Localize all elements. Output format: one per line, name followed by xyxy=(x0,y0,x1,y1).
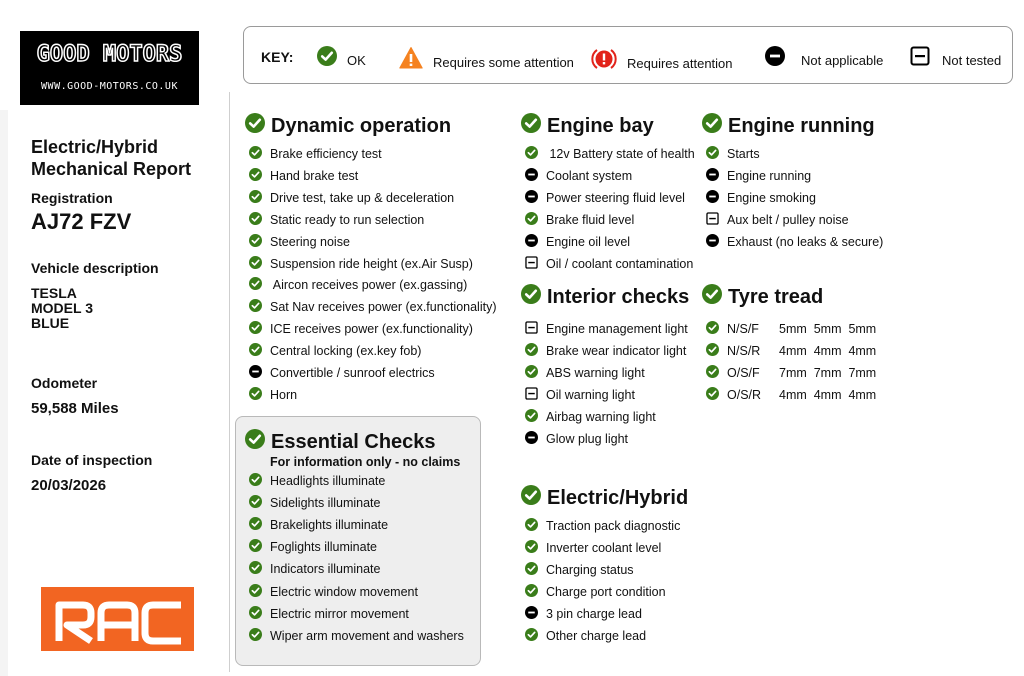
check-icon xyxy=(525,628,538,644)
rac-logo xyxy=(41,587,194,651)
vehicle-description-label: Vehicle description xyxy=(31,260,159,276)
key-label: Not tested xyxy=(942,53,1002,68)
check-item xyxy=(525,190,685,206)
check-item-label: Airbag warning light xyxy=(546,410,656,424)
section-title-text: Engine running xyxy=(728,114,875,137)
key-label: OK xyxy=(347,53,366,68)
check-item xyxy=(706,168,811,184)
check-item-label: Wiper arm movement and washers xyxy=(270,629,464,643)
section-title-text: Dynamic operation xyxy=(271,114,452,137)
check-item xyxy=(525,387,635,403)
check-icon xyxy=(249,584,262,600)
check-item-label: Hand brake test xyxy=(270,169,359,183)
check-item xyxy=(249,256,473,272)
check-item-label: Charging status xyxy=(546,563,634,577)
section-title-text: Electric/Hybrid xyxy=(547,486,689,509)
check-icon xyxy=(249,168,262,184)
check-icon xyxy=(706,146,719,162)
check-item-label: Charge port condition xyxy=(546,585,666,599)
section-title-dynamic xyxy=(245,113,451,139)
check-item xyxy=(706,234,883,250)
check-item xyxy=(249,146,382,162)
check-item xyxy=(249,473,385,489)
essential-checks-note: For information only - no claims xyxy=(270,455,461,469)
logo-title: GOOD MOTORS xyxy=(36,42,183,67)
check-item xyxy=(249,321,473,337)
check-item-label: ABS warning light xyxy=(546,366,645,380)
check-item xyxy=(525,343,686,359)
check-item xyxy=(525,518,680,534)
check-icon xyxy=(249,561,262,577)
check-item xyxy=(525,409,656,425)
tyre-tread-depth: 4mm 4mm 4mm xyxy=(779,344,877,358)
check-item xyxy=(249,212,424,228)
inspection-date-value: 20/03/2026 xyxy=(31,477,107,494)
check-item xyxy=(525,212,634,228)
check-icon xyxy=(249,321,262,337)
key-item-warning xyxy=(399,46,574,73)
check-item-label: Engine running xyxy=(727,169,812,183)
tyre-position: O/S/F xyxy=(727,366,760,380)
check-icon xyxy=(706,343,719,359)
minus-circle-icon xyxy=(525,190,538,206)
check-icon xyxy=(702,284,722,310)
check-icon xyxy=(317,46,337,69)
check-item-label: Glow plug light xyxy=(546,432,628,446)
alert-circle-icon xyxy=(591,46,617,75)
page-edge xyxy=(0,110,8,676)
check-item-label: ICE receives power (ex.functionality) xyxy=(270,322,473,336)
check-item xyxy=(525,540,661,556)
check-icon xyxy=(525,562,538,578)
check-item xyxy=(525,256,693,272)
check-item-label: Central locking (ex.key fob) xyxy=(270,344,422,358)
check-item-label: Power steering fluid level xyxy=(546,191,685,205)
check-icon xyxy=(249,606,262,622)
check-item-label: Suspension ride height (ex.Air Susp) xyxy=(270,257,473,271)
check-item-label: Brake wear indicator light xyxy=(546,344,687,358)
check-icon xyxy=(706,321,719,337)
sidebar-divider xyxy=(229,92,230,672)
check-icon xyxy=(245,429,265,455)
report-title: Electric/Hybrid Mechanical Report xyxy=(31,137,192,179)
minus-circle-icon xyxy=(706,190,719,206)
check-item-label: 3 pin charge lead xyxy=(546,607,642,621)
check-icon xyxy=(521,113,541,139)
check-item xyxy=(249,584,418,600)
check-icon xyxy=(525,146,538,162)
tyre-position: N/S/F xyxy=(727,322,759,336)
check-item-label: Convertible / sunroof electrics xyxy=(270,366,435,380)
section-title-engine-running xyxy=(702,113,875,139)
check-item-label: Engine oil level xyxy=(546,235,631,249)
registration-label: Registration xyxy=(31,190,113,206)
key-label: Requires attention xyxy=(627,56,733,71)
check-icon xyxy=(249,277,262,293)
check-item-label: Foglights illuminate xyxy=(270,540,377,554)
check-item xyxy=(249,495,380,511)
key-label: Requires some attention xyxy=(433,55,574,70)
check-item xyxy=(249,517,388,533)
check-item-label: Electric window movement xyxy=(270,585,418,599)
check-item-label: Indicators illuminate xyxy=(270,562,381,576)
key-item-ok xyxy=(317,46,366,69)
check-item-label: Oil warning light xyxy=(546,388,635,402)
check-item xyxy=(249,234,350,250)
check-item-label: Starts xyxy=(727,147,760,161)
tyre-position: O/S/R xyxy=(727,388,762,402)
check-item xyxy=(525,431,628,447)
check-item-label: Sidelights illuminate xyxy=(270,496,381,510)
minus-circle-icon xyxy=(706,168,719,184)
check-icon xyxy=(525,365,538,381)
check-item-label: Brake efficiency test xyxy=(270,147,382,161)
check-icon xyxy=(702,113,722,139)
vehicle-make: TESLA xyxy=(31,285,77,301)
good-motors-logo xyxy=(20,31,199,105)
section-title-text: Interior checks xyxy=(547,285,690,308)
check-item xyxy=(525,146,695,162)
check-item-label: Oil / coolant contamination xyxy=(546,257,694,271)
check-icon xyxy=(521,485,541,511)
check-item xyxy=(525,365,645,381)
key-item-not-tested xyxy=(910,46,1001,69)
check-icon xyxy=(249,146,262,162)
logo-url: WWW.GOOD-MOTORS.CO.UK xyxy=(41,81,178,92)
check-icon xyxy=(249,256,262,272)
minus-circle-icon xyxy=(525,431,538,447)
check-item xyxy=(706,146,760,162)
check-item xyxy=(249,168,358,184)
section-title-text: Engine bay xyxy=(547,114,654,137)
check-item xyxy=(706,190,816,206)
tyre-tread-depth: 5mm 5mm 5mm xyxy=(779,322,877,336)
tyre-position: N/S/R xyxy=(727,344,761,358)
check-item xyxy=(525,168,632,184)
check-item xyxy=(525,321,688,337)
check-item-label: Exhaust (no leaks & secure) xyxy=(727,235,884,249)
key-label: Not applicable xyxy=(801,53,884,68)
check-item xyxy=(249,606,409,622)
check-icon xyxy=(525,518,538,534)
check-item xyxy=(706,321,876,337)
check-item-label: Drive test, take up & deceleration xyxy=(270,191,455,205)
check-icon xyxy=(525,409,538,425)
check-item-label: Coolant system xyxy=(546,169,633,183)
section-title-text: Tyre tread xyxy=(728,285,824,308)
check-item-label: 12v Battery state of health xyxy=(546,147,695,161)
check-item xyxy=(706,212,849,228)
check-item-label: Steering noise xyxy=(270,235,350,249)
minus-circle-icon xyxy=(249,365,262,381)
check-item xyxy=(706,387,876,403)
minus-circle-icon xyxy=(525,168,538,184)
minus-circle-icon xyxy=(706,234,719,250)
odometer-value: 59,588 Miles xyxy=(31,400,119,417)
check-item xyxy=(525,562,634,578)
key-item-attention xyxy=(591,46,733,75)
check-item xyxy=(249,277,467,293)
minus-box-icon xyxy=(910,46,930,69)
check-item xyxy=(249,539,377,555)
check-icon xyxy=(706,365,719,381)
check-icon xyxy=(249,299,262,315)
check-item-label: Aux belt / pulley noise xyxy=(727,213,849,227)
section-title-essential xyxy=(245,429,436,455)
check-item xyxy=(525,628,646,644)
check-item-label: Traction pack diagnostic xyxy=(546,519,681,533)
check-item-label: Electric mirror movement xyxy=(270,607,409,621)
check-item xyxy=(706,343,876,359)
check-item xyxy=(525,584,666,600)
minus-circle-icon xyxy=(525,234,538,250)
check-icon xyxy=(525,343,538,359)
tyre-tread-depth: 7mm 7mm 7mm xyxy=(779,366,877,380)
check-item-label: Engine smoking xyxy=(727,191,816,205)
check-item xyxy=(525,606,642,622)
check-item-label: Brakelights illuminate xyxy=(270,518,389,532)
check-icon xyxy=(249,539,262,555)
section-title-tyre xyxy=(702,284,823,310)
inspection-date-label: Date of inspection xyxy=(31,452,153,468)
check-item-label: Engine management light xyxy=(546,322,688,336)
check-item-label: Horn xyxy=(270,388,298,402)
check-item-label: Brake fluid level xyxy=(546,213,635,227)
check-item-label: Other charge lead xyxy=(546,629,647,643)
check-item-label: Inverter coolant level xyxy=(546,541,662,555)
minus-box-icon xyxy=(706,212,719,228)
check-icon xyxy=(525,212,538,228)
vehicle-colour: BLUE xyxy=(31,315,70,331)
warning-triangle-icon xyxy=(399,46,423,73)
minus-circle-icon xyxy=(765,46,785,69)
check-icon xyxy=(249,234,262,250)
check-item xyxy=(249,299,496,315)
check-item-label: Sat Nav receives power (ex.functionality) xyxy=(270,300,497,314)
check-item xyxy=(249,628,464,644)
check-item xyxy=(249,561,380,577)
check-icon xyxy=(249,190,262,206)
section-title-engine-bay xyxy=(521,113,654,139)
check-icon xyxy=(249,343,262,359)
minus-box-icon xyxy=(525,387,538,403)
check-item-label: Aircon receives power (ex.gassing) xyxy=(270,278,468,292)
check-item xyxy=(249,343,421,359)
check-icon xyxy=(249,628,262,644)
odometer-label: Odometer xyxy=(31,375,98,391)
section-title-text: Essential Checks xyxy=(271,430,436,453)
key-title: KEY: xyxy=(261,49,294,65)
check-icon xyxy=(249,387,262,403)
check-item xyxy=(249,387,297,403)
check-item xyxy=(249,190,454,206)
check-icon xyxy=(706,387,719,403)
minus-box-icon xyxy=(525,321,538,337)
check-icon xyxy=(525,540,538,556)
check-icon xyxy=(525,584,538,600)
section-title-electric xyxy=(521,485,688,511)
check-icon xyxy=(245,113,265,139)
check-item xyxy=(706,365,876,381)
check-item xyxy=(249,365,435,381)
check-item-label: Static ready to run selection xyxy=(270,213,425,227)
minus-box-icon xyxy=(525,256,538,272)
registration-value: AJ72 FZV xyxy=(31,209,132,234)
check-icon xyxy=(521,284,541,310)
check-icon xyxy=(249,517,262,533)
vehicle-model: MODEL 3 xyxy=(31,300,93,316)
section-title-interior xyxy=(521,284,689,310)
check-icon xyxy=(249,212,262,228)
tyre-tread-depth: 4mm 4mm 4mm xyxy=(779,388,877,402)
key-item-not-applicable xyxy=(765,46,883,69)
check-icon xyxy=(249,495,262,511)
status-key xyxy=(243,26,1013,84)
check-item xyxy=(525,234,630,250)
check-icon xyxy=(249,473,262,489)
check-item-label: Headlights illuminate xyxy=(270,474,386,488)
minus-circle-icon xyxy=(525,606,538,622)
